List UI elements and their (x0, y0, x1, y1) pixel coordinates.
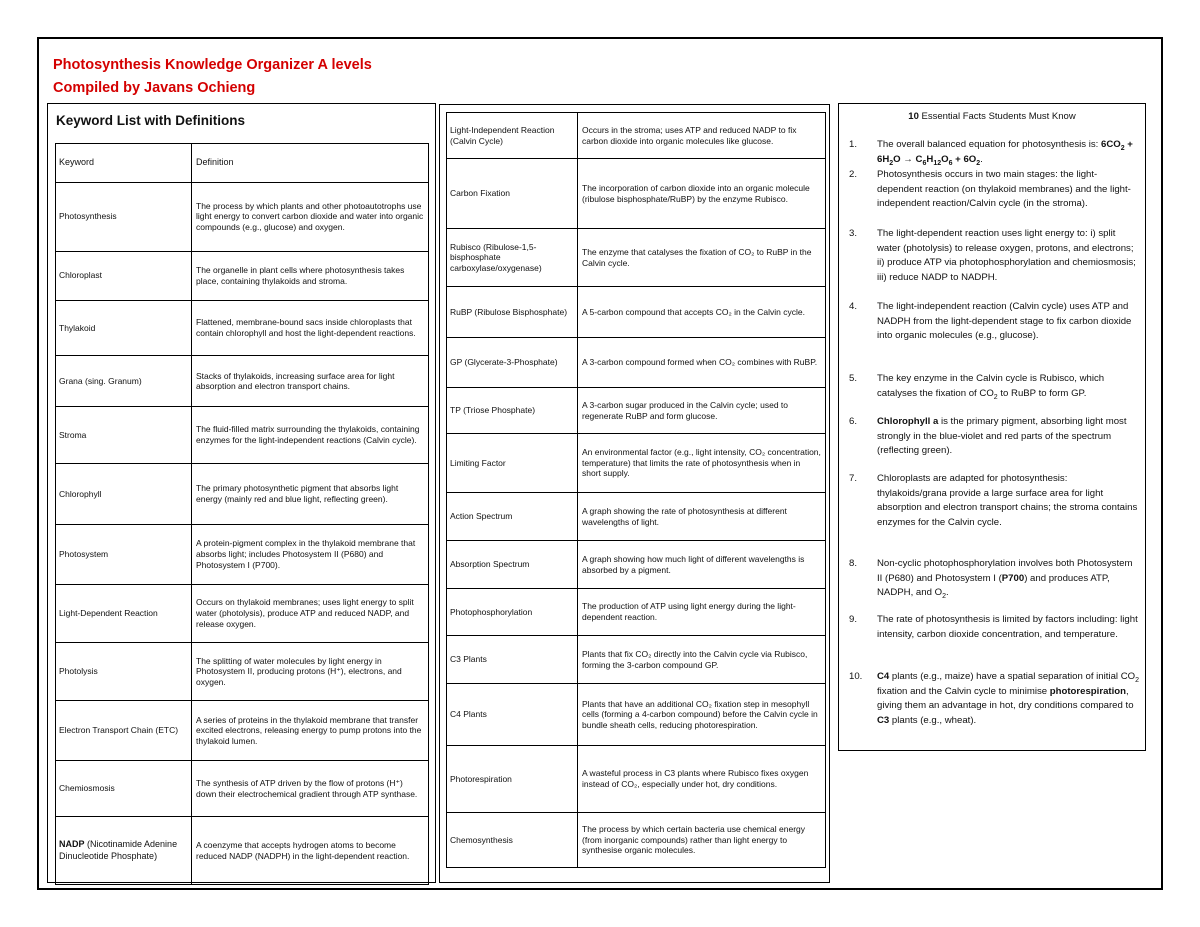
table-row (447, 684, 826, 746)
keyword-term: Limiting Factor (447, 434, 578, 493)
keyword-term: Light-Independent Reaction (Calvin Cycle) (447, 113, 578, 159)
table-row (447, 388, 826, 434)
keyword-definition: A wasteful process in C3 plants where Rubisco fixes oxygen instead of CO₂, especially under hot, dry conditions. (578, 746, 826, 813)
keyword-term: C3 Plants (447, 636, 578, 684)
page-subtitle: Compiled by Javans Ochieng (53, 80, 256, 96)
keyword-term: Photosynthesis (56, 182, 192, 251)
table-row (447, 287, 826, 338)
table-row (447, 159, 826, 229)
table-row (447, 493, 826, 541)
keyword-term: Absorption Spectrum (447, 541, 578, 589)
keyword-definition: The synthesis of ATP driven by the flow of protons (H⁺) down their electrochemical gradient through ATP synthase. (192, 760, 429, 816)
table-row (56, 760, 429, 816)
table-row (447, 813, 826, 868)
keyword-term: GP (Glycerate-3-Phosphate) (447, 338, 578, 388)
fact-item: 9. The rate of photosynthesis is limited by factors including: light intensity, carbon dioxide concentration, and temperature. (849, 614, 1138, 640)
fact-item: 7. Chloroplasts are adapted for photosynthesis: thylakoids/grana provide a large surface area for light absorption and electron transport chains; the stroma contains enzymes for the Calvin cycle. (849, 473, 1138, 528)
keyword-definition: A graph showing the rate of photosynthesis at different wavelengths of light. (578, 493, 826, 541)
fact-item: 6. Chlorophyll a is the primary pigment, absorbing light most strongly in the blue-violet and red parts of the spectrum (reflecting green). (849, 416, 1127, 457)
table-row (447, 229, 826, 287)
keyword-term: Chloroplast (56, 251, 192, 300)
page-title: Photosynthesis Knowledge Organizer A levels (53, 57, 372, 73)
keyword-table-continued (446, 112, 826, 868)
table-row (56, 407, 429, 463)
table-row (447, 541, 826, 589)
keyword-definition: Occurs on thylakoid membranes; uses light energy to split water (photolysis), produce ATP and reduced NADP, and release oxygen. (192, 584, 429, 642)
keyword-definition: A graph showing how much light of different wavelengths is absorbed by a pigment. (578, 541, 826, 589)
keyword-term: Thylakoid (56, 300, 192, 355)
facts-heading-text: Essential Facts Students Must Know (918, 111, 1076, 122)
keyword-term: Grana (sing. Granum) (56, 356, 192, 407)
keyword-term: Action Spectrum (447, 493, 578, 541)
keyword-definition: Occurs in the stroma; uses ATP and reduced NADP to fix carbon dioxide into organic molecules like glucose. (578, 113, 826, 159)
keyword-definition: Plants that have an additional CO₂ fixation step in mesophyll cells (forming a 4-carbon compound) before the Calvin cycle in bundle sheath cells, reducing photorespiration. (578, 684, 826, 746)
column-header-keyword: Keyword (56, 144, 192, 183)
table-row (447, 589, 826, 636)
keyword-definition: A 3-carbon sugar produced in the Calvin cycle; used to regenerate RuBP and form glucose. (578, 388, 826, 434)
keyword-definition: The process by which plants and other photoautotrophs use light energy to convert carbon dioxide and water into organic compounds (e.g., glucose) and oxygen. (192, 182, 429, 251)
keyword-definition: A coenzyme that accepts hydrogen atoms to become reduced NADP (NADPH) in the light-dependent reaction. (192, 817, 429, 885)
keyword-term: Carbon Fixation (447, 159, 578, 229)
keyword-term: Light-Dependent Reaction (56, 584, 192, 642)
keyword-term: RuBP (Ribulose Bisphosphate) (447, 287, 578, 338)
table-header-row (56, 144, 429, 183)
table-row (447, 434, 826, 493)
keyword-term: Chemosynthesis (447, 813, 578, 868)
table-row (56, 463, 429, 524)
facts-heading-number: 10 (908, 111, 919, 122)
keyword-term (56, 817, 192, 885)
keyword-list-heading: Keyword List with Definitions (56, 113, 246, 128)
table-row (56, 701, 429, 760)
keyword-term: C4 Plants (447, 684, 578, 746)
table-row (447, 338, 826, 388)
fact-item: 2. Photosynthesis occurs in two main stages: the light-dependent reaction (on thylakoid membranes) and the light-independent reaction/Calvin cycle (in the stroma). (849, 169, 1131, 210)
keyword-table (55, 143, 429, 885)
keyword-term: Chemiosmosis (56, 760, 192, 816)
column-header-definition: Definition (192, 144, 429, 183)
keyword-term: Photophosphorylation (447, 589, 578, 636)
keyword-term: Photosystem (56, 525, 192, 584)
keyword-term-rest: (Nicotinamide Adenine Dinucleotide Phosphate) (59, 839, 178, 861)
fact-item: 10. C4 plants (e.g., maize) have a spatial separation of initial $CO_2$ fixation and the Calvin cycle to minimise photorespiration, giving them an advantage in hot, dry conditions compared to C3 plants (e.g., wheat). (849, 671, 1140, 726)
keyword-definition: The enzyme that catalyses the fixation of CO₂ to RuBP in the Calvin cycle. (578, 229, 826, 287)
keyword-definition: Stacks of thylakoids, increasing surface area for light absorption and electron transport chains. (192, 356, 429, 407)
keyword-definition: The process by which certain bacteria use chemical energy (from inorganic compounds) rather than light energy to synthesise organic molecules. (578, 813, 826, 868)
keyword-definition: The splitting of water molecules by light energy in Photosystem II, producing protons (H⁺), electrons, and oxygen. (192, 643, 429, 701)
keyword-term: Photorespiration (447, 746, 578, 813)
keyword-definition: The organelle in plant cells where photosynthesis takes place, containing thylakoids and stroma. (192, 251, 429, 300)
keyword-definition: The production of ATP using light energy during the light-dependent reaction. (578, 589, 826, 636)
fact-item: 8. Non-cyclic photophosphorylation involves both Photosystem II (P680) and Photosystem I (P700) and produces ATP, NADPH, and $O_2$. (849, 558, 1133, 601)
essential-facts-heading (838, 111, 1146, 122)
keyword-term: TP (Triose Phosphate) (447, 388, 578, 434)
fact-item: 4. The light-independent reaction (Calvin cycle) uses ATP and NADPH from the light-dependent stage to fix carbon dioxide into organic molecules (e.g., glucose). (849, 301, 1132, 342)
keyword-term: Rubisco (Ribulose-1,5-bisphosphate carboxylase/oxygenase) (447, 229, 578, 287)
keyword-definition: Flattened, membrane-bound sacs inside chloroplasts that contain chlorophyll and host the light-dependent reactions. (192, 300, 429, 355)
fact-item: 1. The overall balanced equation for photosynthesis is: $6CO_2 + 6H_2O \to C_6H_{12}O_6 + 6O_2$. (849, 139, 1133, 167)
table-row (447, 113, 826, 159)
keyword-term: Photolysis (56, 643, 192, 701)
keyword-definition: A 5-carbon compound that accepts CO₂ in the Calvin cycle. (578, 287, 826, 338)
table-row (56, 300, 429, 355)
keyword-term: Electron Transport Chain (ETC) (56, 701, 192, 760)
table-row (56, 584, 429, 642)
fact-item: 5. The key enzyme in the Calvin cycle is Rubisco, which catalyses the fixation of $CO_2$ to RuBP to form GP. (849, 373, 1105, 401)
keyword-definition: A series of proteins in the thylakoid membrane that transfer excited electrons, releasing energy to pump protons into the thylakoid lumen. (192, 701, 429, 760)
table-row (56, 643, 429, 701)
keyword-definition: The fluid-filled matrix surrounding the thylakoids, containing enzymes for the light-independent reactions (Calvin cycle). (192, 407, 429, 463)
table-row (447, 636, 826, 684)
table-row (56, 525, 429, 584)
keyword-term: Chlorophyll (56, 463, 192, 524)
table-row (56, 817, 429, 885)
keyword-definition: Plants that fix CO₂ directly into the Calvin cycle via Rubisco, forming the 3-carbon compound GP. (578, 636, 826, 684)
keyword-definition: An environmental factor (e.g., light intensity, CO₂ concentration, temperature) that limits the rate of photosynthesis when in short supply. (578, 434, 826, 493)
table-row (56, 182, 429, 251)
keyword-term-bold: NADP (59, 839, 85, 850)
keyword-definition: The incorporation of carbon dioxide into an organic molecule (ribulose bisphosphate/RuBP) by the enzyme Rubisco. (578, 159, 826, 229)
fact-item: 3. The light-dependent reaction uses light energy to: i) split water (photolysis) to release oxygen, protons, and electrons; ii) produce ATP via photophosphorylation and chemiosmosis; iii) reduce NADP to NADPH. (849, 228, 1136, 283)
keyword-definition: The primary photosynthetic pigment that absorbs light energy (mainly red and blue light, reflecting green). (192, 463, 429, 524)
table-row (56, 251, 429, 300)
table-row (56, 356, 429, 407)
keyword-definition: A protein-pigment complex in the thylakoid membrane that absorbs light; includes Photosystem II (P680) and Photosystem I (P700). (192, 525, 429, 584)
keyword-definition: A 3-carbon compound formed when CO₂ combines with RuBP. (578, 338, 826, 388)
keyword-term: Stroma (56, 407, 192, 463)
table-row (447, 746, 826, 813)
